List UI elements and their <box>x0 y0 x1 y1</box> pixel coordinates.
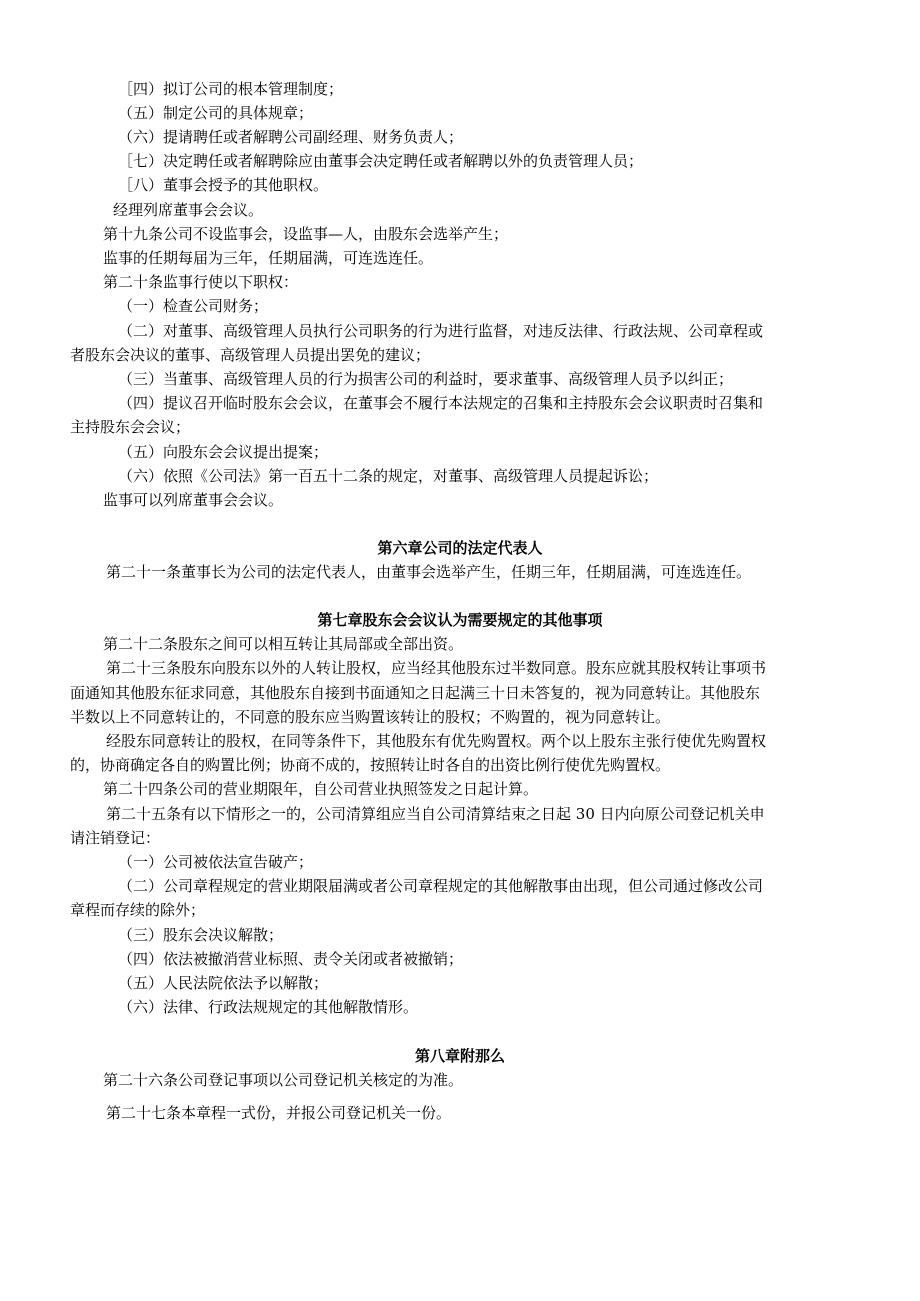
text-line: 面通知其他股东征求同意，其他股东自接到书面通知之日起满三十日未答复的，视为同意转让。其他股东 <box>70 684 761 702</box>
text-line: （六）依照《公司法》第一百五十二条的规定，对董事、高级管理人员提起诉讼； <box>118 467 659 485</box>
text-line: （五）人民法院依法予以解散； <box>118 974 329 992</box>
text-line: （一）检查公司财务； <box>118 297 269 315</box>
article-22: 第二十二条股东之间可以相互转让其局部或全部出资。 <box>103 635 464 653</box>
chapter-8-heading: 第八章附那么 <box>414 1047 505 1065</box>
text-line: （五）制定公司的具体规章； <box>118 104 314 122</box>
text-line: （四）提议召开临时股东会会议，在董事会不履行本法规定的召集和主持股东会会议职责时召集和 <box>118 394 764 412</box>
text-line: （五）向股东会会议提出提案； <box>118 443 329 461</box>
text-line: （二）公司章程规定的营业期限届满或者公司章程规定的其他解散事由出现，但公司通过修改公司 <box>118 877 764 895</box>
text-line: 者股东会决议的董事、高级管理人员提出罢免的建议； <box>70 346 431 364</box>
text-line: 经股东同意转让的股权，在同等条件下，其他股东有优先购置权。两个以上股东主张行使优先购置权 <box>106 732 767 750</box>
article-19: 第十九条公司不设监事会，设监事—人，由股东会选举产生； <box>103 225 509 243</box>
article-20: 第二十条监事行使以下职权： <box>103 273 299 291</box>
text-line: （六）提请聘任或者解聘公司副经理、财务负责人； <box>118 128 464 146</box>
article-26: 第二十六条公司登记事项以公司登记机关核定的为准。 <box>103 1071 464 1089</box>
text-line: ［八）董事会授予的其他职权。 <box>118 176 329 194</box>
text-line: 监事可以列席董事会会议。 <box>103 491 284 509</box>
text-line: （三）股东会决议解散； <box>118 926 284 944</box>
text-line: 经理列席董事会会议。 <box>113 201 264 219</box>
article-24: 第二十四条公司的营业期限年，自公司营业执照签发之日起计算。 <box>103 780 539 798</box>
text-line: 监事的任期每届为三年，任期届满，可连选连任。 <box>103 249 434 267</box>
text-line: ［七）决定聘任或者解聘除应由董事会决定聘任或者解聘以外的负责管理人员； <box>118 152 644 170</box>
text-line: 请注销登记： <box>70 829 161 847</box>
text-line: （三）当董事、高级管理人员的行为损害公司的利益时，要求董事、高级管理人员予以纠正； <box>118 370 734 388</box>
text-line: 的，协商确定各自的购置比例；协商不成的，按照转让时各自的出资比例行使优先购置权。 <box>70 756 671 774</box>
text-line: （二）对董事、高级管理人员执行公司职务的行为进行监督，对违反法律、行政法规、公司章程或 <box>118 322 764 340</box>
text-line: ［四）拟订公司的根本管理制度； <box>118 80 344 98</box>
chapter-7-heading: 第七章股东会会议认为需要规定的其他事项 <box>317 611 603 629</box>
text-line: 半数以上不同意转让的，不同意的股东应当购置该转让的股权；不购置的，视为同意转让。 <box>70 708 671 726</box>
text-line: 主持股东会会议； <box>70 418 191 436</box>
article-25: 第二十五条有以下情形之一的，公司清算组应当自公司清算结束之日起 30 日内向原公司登记机关申 <box>106 805 765 823</box>
text-line: （一）公司被依法宣告破产； <box>118 853 314 871</box>
article-27: 第二十七条本章程一式份，并报公司登记机关一份。 <box>106 1104 452 1122</box>
article-23: 第二十三条股东向股东以外的人转让股权，应当经其他股东过半数同意。股东应就其股权转让事项书 <box>106 659 767 677</box>
text-line: 章程而存续的除外； <box>70 901 206 919</box>
chapter-6-heading: 第六章公司的法定代表人 <box>377 539 543 557</box>
text-line: （六）法律、行政法规规定的其他解散情形。 <box>118 998 419 1016</box>
article-21: 第二十一条董事长为公司的法定代表人，由董事会选举产生，任期三年，任期届满，可连选连任。 <box>106 563 752 581</box>
text-line: （四）依法被撤消营业标照、责令关闭或者被撤销； <box>118 950 464 968</box>
